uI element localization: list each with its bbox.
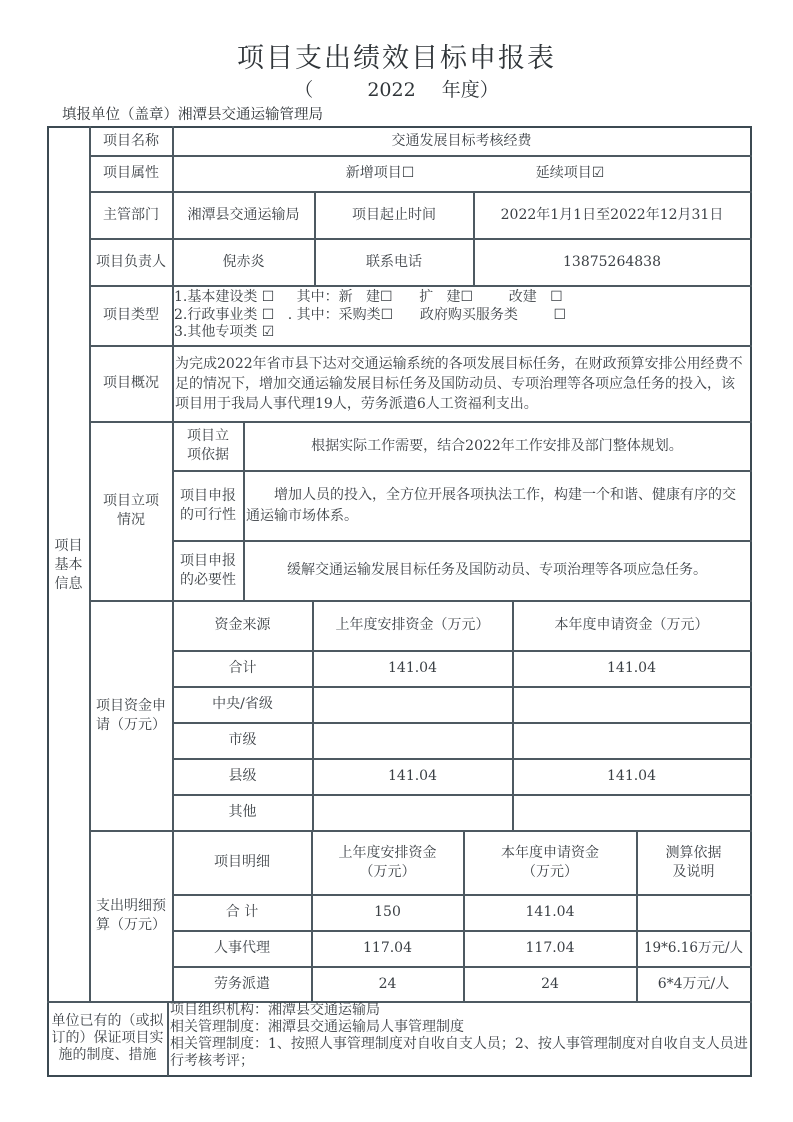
year-open-paren: （ [294, 79, 314, 101]
funding-row-last-year [313, 723, 512, 758]
establishment-label-text: 项目立项情况 [103, 493, 159, 528]
expense-row-this-year: 141.04 [525, 904, 575, 920]
reporting-unit-value: 湘潭县交通运输管理局 [178, 107, 323, 123]
attribute-new-label: 新增项目 [345, 165, 402, 181]
measures-line: 相关管理制度：湘潭县交通运输局人事管理制度 [170, 1019, 464, 1035]
attribute-continued-label: 延续项目 [535, 165, 592, 181]
funding-row-source: 合计 [228, 660, 257, 676]
feasibility-label [173, 471, 243, 540]
feasibility-text: 增加人员的投入，全方位开展各项执法工作，构建一个和谐、健康有序的交通运输市场体系。 [246, 486, 736, 524]
expense-row-item: 合 计 [225, 904, 259, 920]
checkbox-checked-icon[interactable]: ☑ [591, 165, 605, 181]
table-border-bottom [47, 1075, 752, 1077]
project-type-label: 项目类型 [103, 307, 159, 323]
year-value: 2022 [367, 79, 416, 101]
expense-row-item: 人事代理 [214, 940, 270, 956]
funding-row-this-year: 141.04 [607, 660, 656, 676]
funding-label-text: 项目资金申请（万元） [96, 697, 166, 733]
period-label: 项目起止时间 [352, 206, 436, 223]
funding-row-last-year: 141.04 [388, 660, 437, 676]
expense-row-last-year: 24 [378, 975, 397, 992]
project-name-value: 交通发展目标考核经费 [391, 132, 532, 149]
necessity-label-text: 项目申报的必要性 [180, 552, 236, 588]
funding-row-source: 市级 [228, 732, 257, 748]
overview-text: 为完成2022年省市县下达对交通运输系统的各项发展目标任务，在财政预算安排公用经费不足的情况下，增加交通运输发展目标任务及国防动员、专项治理等各项应急任务的投入，该项目用于我局人事代理19人，劳务派遣6人工资福利支出。 [175, 355, 743, 412]
reporting-unit [62, 103, 323, 124]
project-type-line-3[interactable]: 3.其他专项类 ☑ [174, 324, 275, 341]
phone-value: 13875264838 [563, 253, 661, 270]
reporting-unit-label: 填报单位（盖章） [62, 107, 178, 123]
checkbox-unchecked-icon[interactable]: ☐ [401, 165, 415, 181]
expense-row-item: 劳务派遣 [214, 975, 270, 992]
expense-header-basis-text: 测算依据及说明 [665, 844, 722, 880]
year-suffix: 年度） [441, 79, 499, 101]
expense-row-this-year: 24 [541, 975, 559, 992]
necessity-label [173, 541, 243, 600]
period-value: 2022年1月1日至2022年12月31日 [500, 206, 724, 223]
funding-header-this-year: 本年度申请资金（万元） [554, 617, 709, 633]
establishment-label [90, 422, 172, 600]
measures-label [48, 1002, 167, 1075]
funding-label [90, 601, 172, 830]
funding-row-this-year [513, 723, 750, 758]
manager-label: 项目负责人 [96, 253, 166, 270]
establishment-basis-label [173, 422, 243, 470]
section-label-text: 项目基本信息 [54, 537, 83, 592]
expense-header-this-year-text: 本年度申请资金（万元） [501, 844, 599, 880]
form-year [0, 75, 793, 102]
expense-row-basis [637, 895, 750, 930]
measures-line: 项目组织机构：湘潭县交通运输局 [170, 1002, 380, 1018]
project-type-line-2[interactable]: 2.行政事业类 ☐ . 其中：采购类☐ 政府购买服务类 ☐ [174, 306, 567, 323]
funding-row-source: 其他 [228, 804, 257, 820]
project-type-line-1[interactable]: 1.基本建设类 ☐ 其中：新 建☐ 扩 建☐ 改建 ☐ [174, 289, 563, 306]
funding-row-source: 县级 [228, 768, 257, 784]
funding-row-last-year [313, 687, 512, 722]
project-name-label: 项目名称 [103, 132, 159, 149]
table-border-left [47, 126, 49, 1076]
expense-row-last-year: 117.04 [363, 940, 412, 956]
measures-label-text: 单位已有的（或拟订的）保证项目实施的制度、措施 [51, 1013, 164, 1063]
expense-header-this-year [464, 831, 636, 894]
funding-row-this-year: 141.04 [607, 768, 656, 784]
funding-row-this-year [513, 687, 750, 722]
phone-label: 联系电话 [366, 253, 422, 270]
project-type-options [174, 286, 750, 345]
necessity-text: 缓解交通运输发展目标任务及国防动员、专项治理等各项应急任务。 [287, 562, 707, 578]
expense-header-item: 项目明细 [214, 854, 270, 870]
expense-label [90, 831, 172, 1001]
expense-label-text: 支出明细预算（万元） [96, 898, 166, 933]
basis-label-text: 项目立项依据 [187, 428, 229, 463]
overview-label: 项目概况 [103, 375, 159, 391]
funding-row-this-year [513, 795, 750, 830]
expense-row-this-year: 117.04 [525, 940, 575, 956]
section-label-basic-info [48, 530, 89, 600]
expense-row-basis: 19*6.16万元/人 [643, 940, 744, 956]
funding-row-last-year: 141.04 [388, 768, 437, 784]
manager-value: 倪赤炎 [222, 253, 265, 270]
expense-header-basis [637, 831, 750, 894]
attribute-new-option[interactable] [300, 156, 460, 191]
project-attribute-label: 项目属性 [103, 165, 159, 181]
feasibility-label-text: 项目申报的可行性 [180, 487, 236, 523]
department-value: 湘潭县交通运输局 [187, 206, 300, 223]
expense-header-last-year [312, 831, 463, 894]
funding-header-source: 资金来源 [214, 617, 271, 633]
divider [167, 1001, 169, 1076]
expense-row-basis: 6*4万元/人 [657, 975, 730, 992]
attribute-continued-option[interactable] [500, 156, 640, 191]
funding-header-last-year: 上年度安排资金（万元） [335, 617, 490, 633]
funding-row-last-year [313, 795, 512, 830]
measures-content [170, 1002, 750, 1075]
expense-header-last-year-text: 上年度安排资金（万元） [338, 844, 437, 880]
department-label: 主管部门 [103, 206, 159, 223]
establishment-basis-text: 根据实际工作需要，结合2022年工作安排及部门整体规划。 [311, 437, 683, 454]
form-title: 项目支出绩效目标申报表 [237, 43, 556, 74]
expense-row-last-year: 150 [374, 904, 401, 920]
funding-row-source: 中央/省级 [212, 696, 273, 712]
measures-line: 相关管理制度：1、按照人事管理制度对自收自支人员；2、按人事管理制度对自收自支人员进行考核考评； [170, 1036, 748, 1069]
